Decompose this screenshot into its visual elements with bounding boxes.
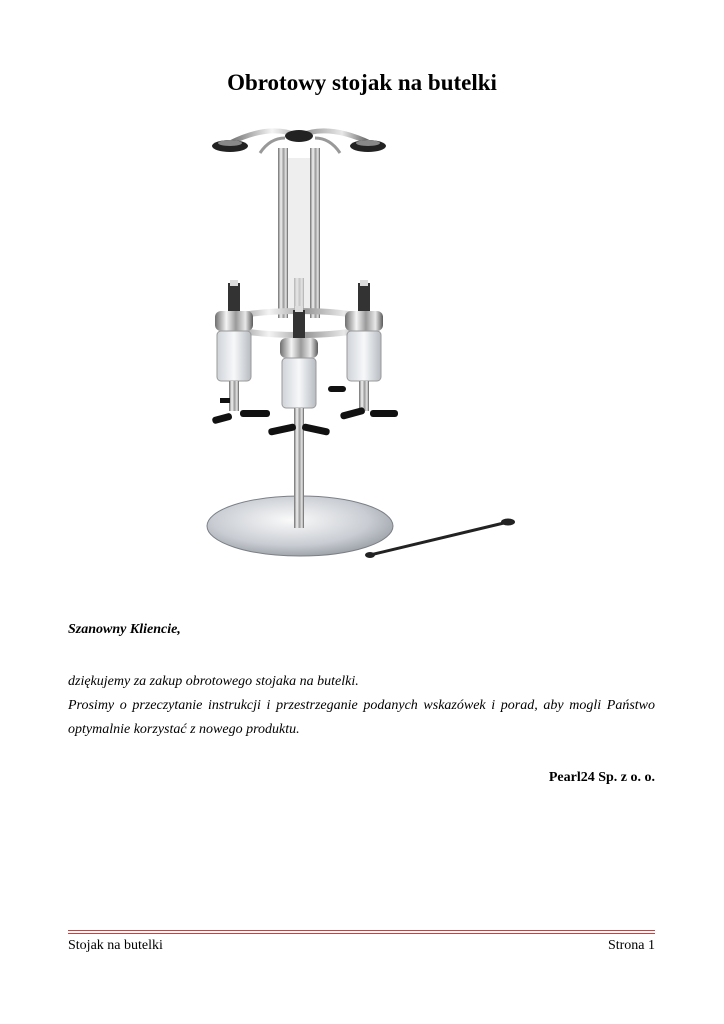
footer-divider <box>68 930 655 934</box>
footer-page-number: Strona 1 <box>607 938 655 953</box>
thank-you-line: dziękujemy za zakup obrotowego stojaka na butelki. <box>68 674 359 689</box>
instruction-paragraph: Prosimy o przeczytanie instrukcji i przestrzeganie podanych wskazówek i porad, aby mogli Państwo optymalnie korzystać z nowego produktu. <box>68 698 655 737</box>
page-title: Obrotowy stojak na butelki <box>227 70 497 95</box>
bottle-dispenser-stand-icon <box>200 118 530 568</box>
salutation: Szanowny Kliencie, <box>68 622 181 637</box>
footer-document-name: Stojak na butelki <box>68 938 163 953</box>
product-image <box>200 118 530 568</box>
company-signature: Pearl24 Sp. z o. o. <box>548 770 655 785</box>
letter-body <box>68 670 655 742</box>
